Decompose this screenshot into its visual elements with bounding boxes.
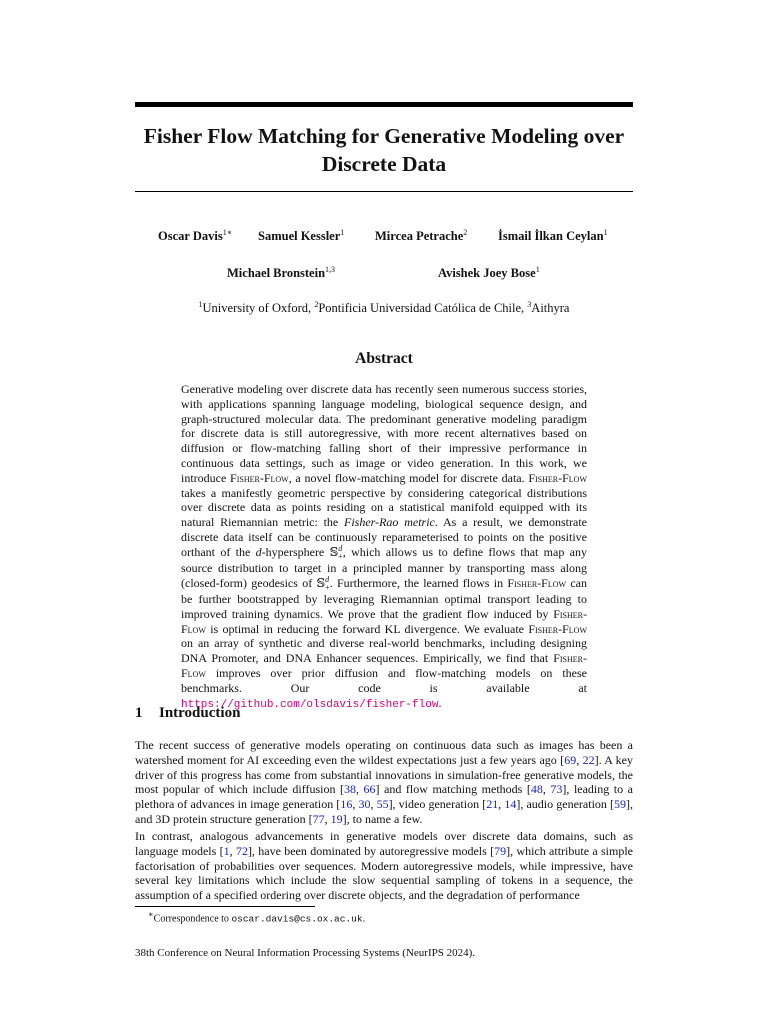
- code-link[interactable]: https://github.com/olsdavis/fisher-flow: [181, 698, 439, 711]
- author-michael-bronstein: Michael Bronstein$^{1,3}$: [227, 265, 336, 281]
- intro-paragraph-2: In contrast, analogous advancements in generative models over discrete data domains, such as language models [1, 72], have been dominated by autoregressive models [79], which attribute a simple factorisation of probabilities over sequences. Modern autoregressive models, while impressive, have several key limitations which include the slow sequential sampling of tokens in a sequence, the assumption of a specified ordering over discrete objects, and the degradation of performance: [135, 829, 633, 903]
- abstract-body: Generative modeling over discrete data has recently seen numerous success stories, with applications spanning language modeling, biological sequence design, and graph-structured molecular data. The predominant generative modeling paradigm for discrete data is still autoregressive, with more recent alternatives based on diffusion or flow-matching falling short of their impressive performance in continuous data settings, such as image or video generation. In this work, we introduce Fisher-Flow, a novel flow-matching model for discrete data. Fisher-Flow takes a manifestly geometric perspective by considering categorical distributions over discrete data as points residing on a statistical manifold equipped with its natural Riemannian metric: the Fisher-Rao metric. As a result, we demonstrate discrete data itself can be continuously reparameterised to points on the positive orthant of the d-hypersphere 𝕊 d + , which allows us to define flows that map any source distribution to target in a principled manner by transporting mass along (closed-form) geodesics of 𝕊 d + . Furthermore, the learned flows in Fisher-Flow can be further bootstrapped by leveraging Riemannian optimal transport leading to improved training dynamics. We prove that the gradient flow induced by Fisher-Flow is optimal in reducing the forward KL divergence. We evaluate Fisher-Flow on an array of synthetic and diverse real-world benchmarks, including designing DNA Promoter, and DNA Enhancer sequences. Empirically, we find that Fisher-Flow improves over prior diffusion and flow-matching models on these benchmarks. Our code is available at https://github.com/olsdavis/fisher-flow.: [181, 382, 588, 711]
- method-name: Fisher-Flow: [528, 470, 587, 485]
- method-name: Fisher-Flow: [181, 651, 587, 681]
- citation[interactable]: 55: [376, 797, 389, 812]
- citation[interactable]: 59: [614, 797, 627, 812]
- title-line-2: Discrete Data: [321, 152, 447, 176]
- author-avishek-joey-bose: Avishek Joey Bose$^1$: [438, 265, 540, 281]
- math-3d: 3D: [155, 811, 170, 826]
- abstract-heading: Abstract: [355, 350, 413, 367]
- metric-name: Fisher-Rao metric: [344, 515, 435, 530]
- citation[interactable]: 30: [358, 797, 371, 812]
- title-line-1: Fisher Flow Matching for Generative Modeling over: [143, 124, 625, 148]
- citation[interactable]: 48: [530, 782, 543, 797]
- correspondence-email[interactable]: oscar.davis@cs.ox.ac.uk: [231, 913, 363, 925]
- title-bottom-rule: [135, 191, 633, 192]
- citation[interactable]: 19: [330, 811, 343, 826]
- footnote-rule: [135, 906, 315, 907]
- author-oscar-davis: Oscar Davis$^{1∗}$: [158, 228, 233, 244]
- citation[interactable]: 66: [363, 782, 376, 797]
- method-name: Fisher-Flow: [181, 606, 587, 636]
- citation[interactable]: 22: [582, 752, 595, 767]
- citation[interactable]: 14: [504, 797, 517, 812]
- footnote: ∗Correspondence to oscar.davis@cs.ox.ac.uk.: [148, 910, 366, 925]
- citation[interactable]: 73: [550, 782, 563, 797]
- citation[interactable]: 21: [486, 797, 499, 812]
- citation[interactable]: 79: [494, 843, 507, 858]
- conference-note: 38th Conference on Neural Information Processing Systems (NeurIPS 2024).: [135, 947, 476, 959]
- citation[interactable]: 69: [564, 752, 577, 767]
- affiliations: $^1$University of Oxford, $^2$Pontificia Universidad Católica de Chile, $^3$Aithyra: [198, 300, 570, 316]
- title-top-rule: [135, 102, 633, 107]
- math-d: d: [255, 544, 262, 559]
- author-samuel-kessler: Samuel Kessler$^1$: [258, 228, 345, 244]
- author-ismail-ilkan-ceylan: İsmail İlkan Ceylan$^1$: [498, 228, 608, 244]
- intro-paragraph-1: The recent success of generative models operating on continuous data such as images has been a watershed moment for AI exceeding even the wildest expectations just a few years ago [69, 22]. A key driver of this progress has come from substantial innovations in simulation-free generative models, the most popular of which include diffusion [38, 66] and flow matching methods [48, 73], leading to a plethora of advances in image generation [16, 30, 55], video generation [21, 14], audio generation [59], and 3D protein structure generation [77, 19], to name a few.: [135, 738, 634, 826]
- method-name: Fisher-Flow: [528, 621, 587, 636]
- citation[interactable]: 1: [223, 843, 230, 858]
- author-mircea-petrache: Mircea Petrache$^2$: [375, 228, 468, 244]
- method-name: Fisher-Flow: [507, 575, 567, 590]
- citation[interactable]: 38: [343, 782, 356, 797]
- math-sphere: 𝕊 d +: [316, 575, 330, 593]
- method-name: Fisher-Flow: [230, 470, 289, 485]
- math-sphere: 𝕊 d +: [329, 544, 343, 562]
- citation[interactable]: 72: [235, 843, 248, 858]
- citation[interactable]: 77: [312, 811, 325, 826]
- citation[interactable]: 16: [340, 797, 353, 812]
- section-heading-introduction: 1 Introduction: [135, 705, 241, 721]
- paper-title: [135, 122, 633, 178]
